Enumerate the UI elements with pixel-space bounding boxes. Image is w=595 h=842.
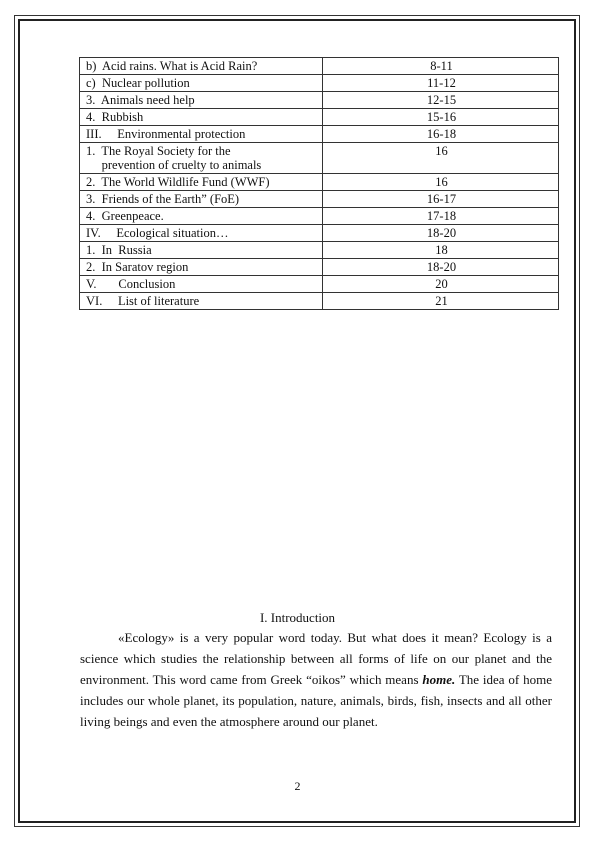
toc-row <box>80 109 559 126</box>
toc-entry-pages: 17-18 <box>323 208 559 225</box>
toc-row <box>80 259 559 276</box>
toc-entry-title: 3. Animals need help <box>80 92 323 109</box>
toc-entry-title: b) Acid rains. What is Acid Rain? <box>80 58 323 75</box>
toc-row <box>80 58 559 75</box>
toc-entry-title: IV. Ecological situation… <box>80 225 323 242</box>
toc-row <box>80 174 559 191</box>
toc-row <box>80 293 559 310</box>
page-number: 2 <box>294 779 301 793</box>
toc-entry-title: VI. List of literature <box>80 293 323 310</box>
emphasis-home: home. <box>422 672 456 687</box>
toc-entry-pages: 15-16 <box>323 109 559 126</box>
toc-entry-pages: 20 <box>323 276 559 293</box>
toc-entry-pages: 18 <box>323 242 559 259</box>
toc-entry-title: c) Nuclear pollution <box>80 75 323 92</box>
toc-entry-title: V. Conclusion <box>80 276 323 293</box>
table-of-contents <box>79 57 559 310</box>
toc-entry-pages: 11-12 <box>323 75 559 92</box>
toc-row <box>80 225 559 242</box>
toc-row <box>80 75 559 92</box>
intro-text-part2: The idea of home includes our whole planet, its population, nature, animals, birds, fish, insects and all other living beings and even the atmosphere around our planet. <box>80 672 552 729</box>
intro-text-part1: «Ecology» is a very popular word today. But what does it mean? Ecology is a science which studies the relationship between all forms of life on our planet and the environment. This word came from Greek “oikos” which means <box>80 630 552 687</box>
toc-entry-pages: 16 <box>323 174 559 191</box>
toc-row <box>80 92 559 109</box>
toc-entry-title: 4. Rubbish <box>80 109 323 126</box>
introduction-paragraph <box>80 627 552 732</box>
toc-row <box>80 191 559 208</box>
toc-entry-pages: 16 <box>323 143 559 174</box>
toc-entry-pages: 18-20 <box>323 225 559 242</box>
toc-entry-pages: 16-17 <box>323 191 559 208</box>
toc-entry-pages: 12-15 <box>323 92 559 109</box>
toc-row <box>80 126 559 143</box>
toc-row <box>80 208 559 225</box>
toc-entry-pages: 18-20 <box>323 259 559 276</box>
toc-entry-title: 1. In Russia <box>80 242 323 259</box>
toc-entry-pages: 8-11 <box>323 58 559 75</box>
toc-row <box>80 143 559 174</box>
toc-entry-title: 4. Greenpeace. <box>80 208 323 225</box>
toc-entry-pages: 21 <box>323 293 559 310</box>
toc-entry-title: 2. The World Wildlife Fund (WWF) <box>80 174 323 191</box>
toc-row <box>80 276 559 293</box>
toc-entry-title: III. Environmental protection <box>80 126 323 143</box>
toc-entry-title: 1. The Royal Society for the prevention of cruelty to animals <box>80 143 323 174</box>
toc-row <box>80 242 559 259</box>
section-heading: I. Introduction <box>259 610 336 625</box>
toc-entry-title: 3. Friends of the Earth” (FoE) <box>80 191 323 208</box>
toc-entry-pages: 16-18 <box>323 126 559 143</box>
toc-entry-title: 2. In Saratov region <box>80 259 323 276</box>
toc-body <box>80 58 559 310</box>
